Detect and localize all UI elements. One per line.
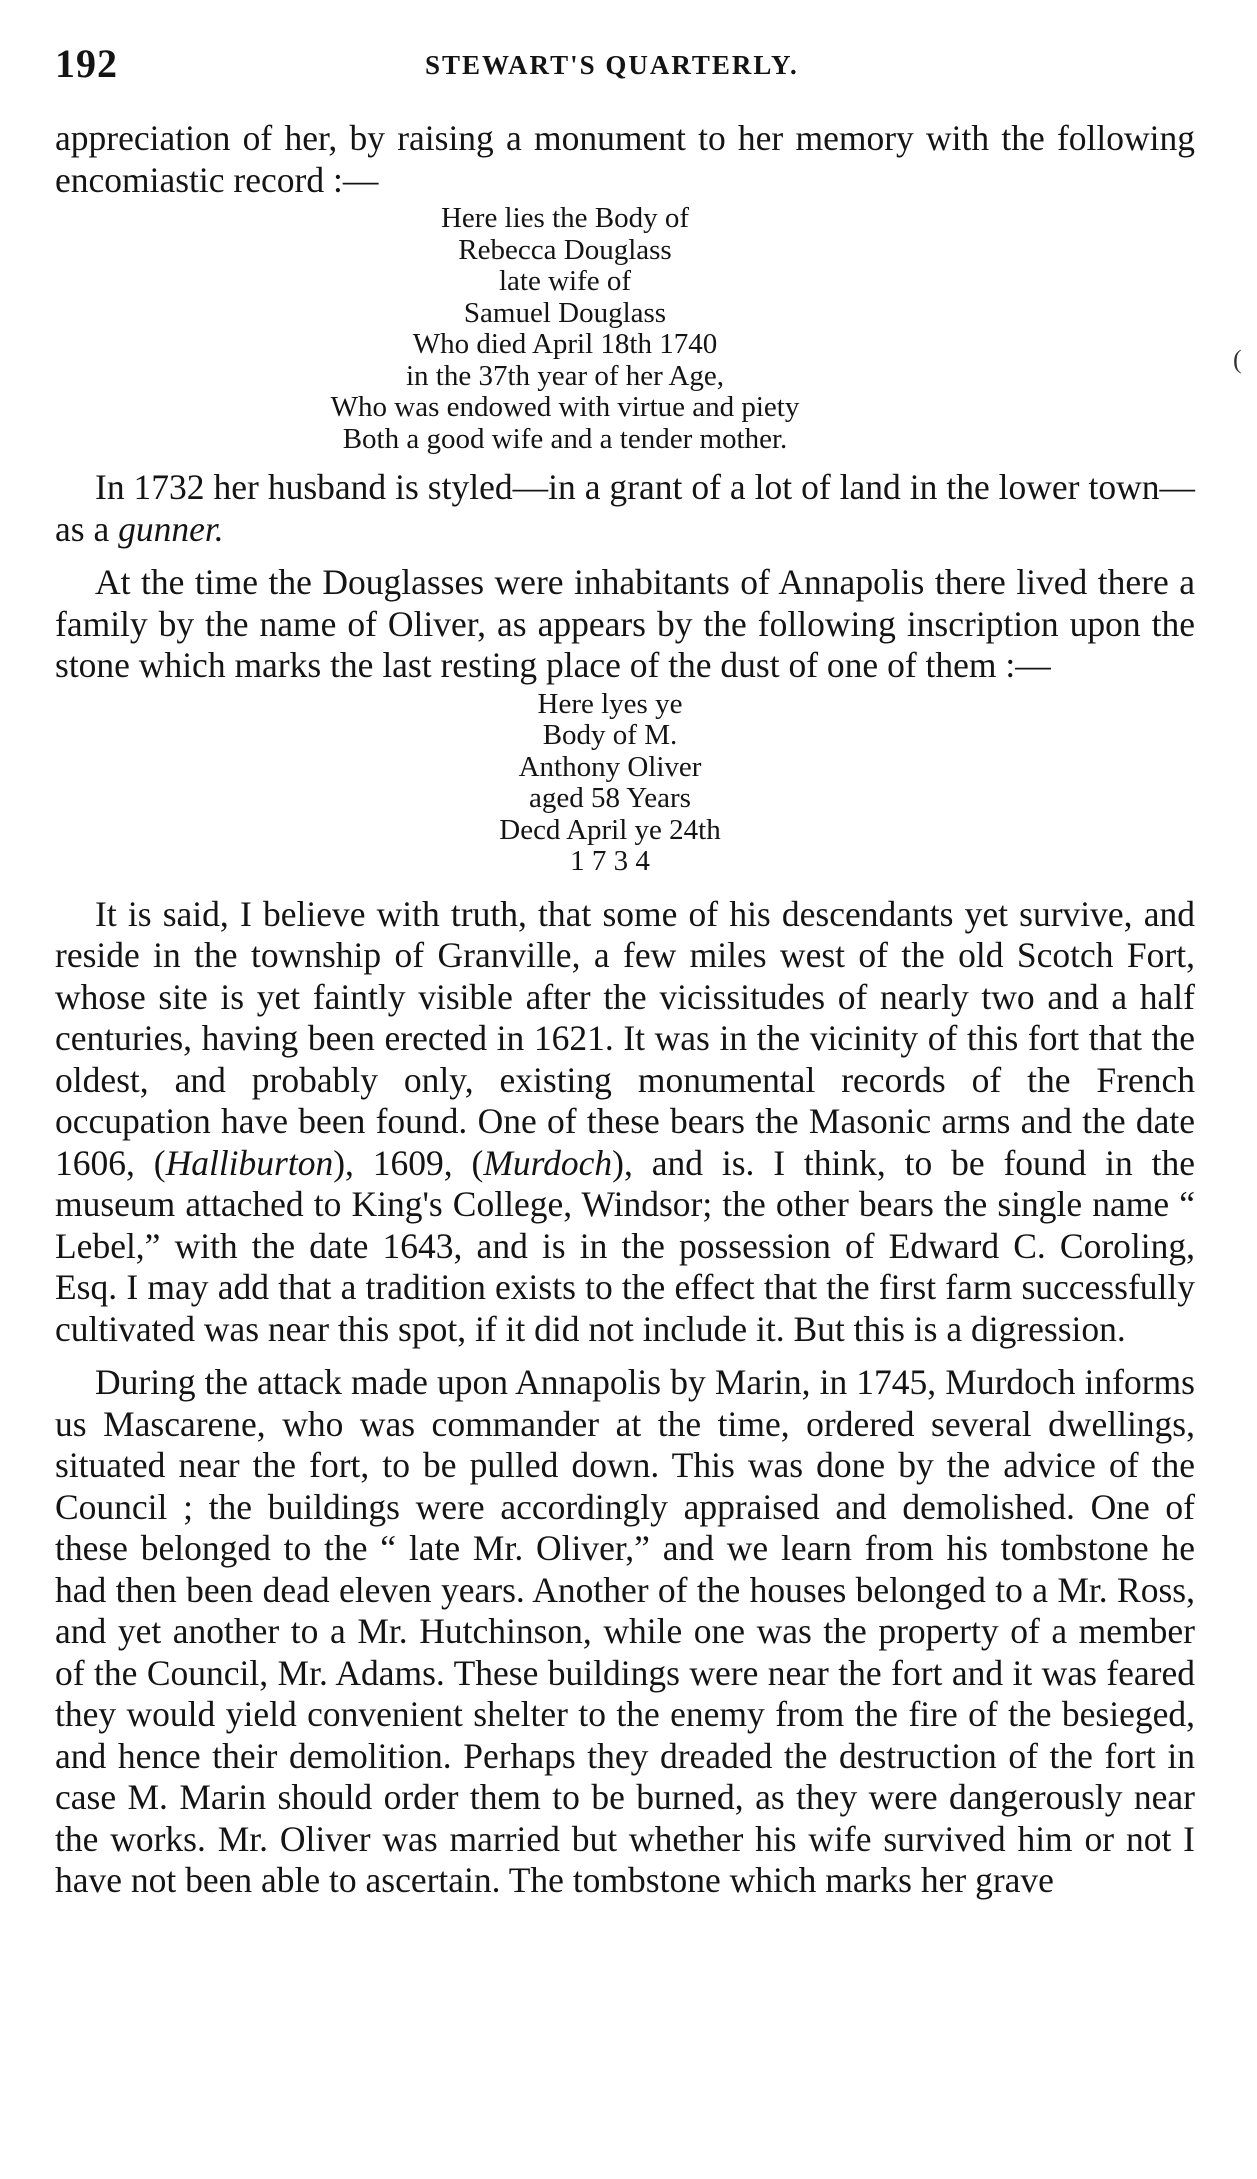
paragraph-4: [55, 894, 1195, 1351]
paragraph-4-text: ), and is. I think, to be found in the museum attached to King's College, Windsor; the other bears the single name “ Lebel,” with the date 1643, and is in the possession of Edward C. Coroling, Esq. I may add that a tradition exists to the effect that the first farm successfully cultivated was near this spot, if it did not include it. But this is a digression.: [55, 1142, 1195, 1349]
page-header: [55, 40, 1195, 100]
inscription-line: Here lies the Body of: [440, 202, 690, 234]
inscription-oliver: [55, 689, 1195, 878]
inscription-line: aged 58 Years: [529, 782, 691, 814]
paragraph-4-text: ), 1609, (: [333, 1142, 484, 1183]
paragraph-5: During the attack made upon Annapolis by Marin, in 1745, Murdoch informs us Mascarene, who was commander at the time, ordered several dwellings, situated near the fort, to be pulled down. This was done by the advice of the Council ; the buildings were accordingly appraised and demolished. One of these belonged to the “ late Mr. Oliver,” and we learn from his tombstone he had then been dead eleven years. Another of the houses belonged to a Mr. Ross, and yet another to a Mr. Hutchinson, while one was the property of a member of the Council, Mr. Adams. These buildings were near the fort and it was feared they would yield convenient shelter to the enemy from the fire of the besieged, and hence their demolition. Perhaps they dreaded the destruction of the fort in case M. Marin should order them to be burned, as they were dangerously near the works. Mr. Oliver was married but whether his wife survived him or not I have not been able to ascertain. The tombstone which marks her grave: [55, 1362, 1195, 1900]
inscription-line: Who was endowed with virtue and piety: [330, 391, 800, 423]
inscription-line: Samuel Douglass: [463, 296, 667, 329]
paragraph-2-italic: gunner.: [118, 508, 224, 549]
inscription-line: in the 37th year of her Age,: [405, 359, 725, 392]
paragraph-2-text: In 1732 her husband is styled—in a grant of a lot of land in the lower town—as a: [55, 467, 1195, 549]
inscription-line: Rebecca Douglass: [458, 233, 672, 266]
page-number: 192: [55, 41, 118, 86]
inscription-line: Both a good wife and a tender mother.: [342, 422, 788, 455]
paragraph-2: [55, 467, 1195, 550]
inscription-line: Body of M.: [542, 719, 678, 751]
inscription-line: Here lyes ye: [537, 687, 683, 720]
inscription-line: Anthony Oliver: [518, 750, 702, 783]
paragraph-3: At the time the Douglasses were inhabitants of Annapolis there lived there a family by the name of Oliver, as appears by the following inscription upon the stone which marks the last resting place of the dust of one of them :—: [55, 562, 1195, 685]
citation-halliburton: Halliburton: [165, 1142, 334, 1183]
paragraph-1: appreciation of her, by raising a monument to her memory with the following encomiastic record :—: [55, 118, 1195, 200]
body-text: [55, 118, 1195, 1902]
citation-murdoch: Murdoch: [483, 1142, 613, 1183]
inscription-line: Who died April 18th 1740: [412, 328, 718, 360]
inscription-douglass: [55, 203, 1195, 455]
running-head: STEWART'S QUARTERLY.: [425, 50, 799, 80]
paragraph-4-text: It is said, I believe with truth, that some of his descendants yet survive, and reside in the township of Granville, a few miles west of the old Scotch Fort, whose site is yet faintly visible after the vicissitudes of nearly two and a half centuries, having been erected in 1621. It was in the vicinity of this fort that the oldest, and probably only, existing monumental records of the French occupation have been found. One of these bears the Masonic arms and the date 1606, (: [55, 893, 1195, 1183]
inscription-line: late wife of: [498, 265, 632, 297]
margin-mark: (: [1233, 345, 1242, 374]
inscription-line: Decd April ye 24th: [499, 813, 721, 846]
inscription-line: 1 7 3 4: [570, 845, 650, 877]
